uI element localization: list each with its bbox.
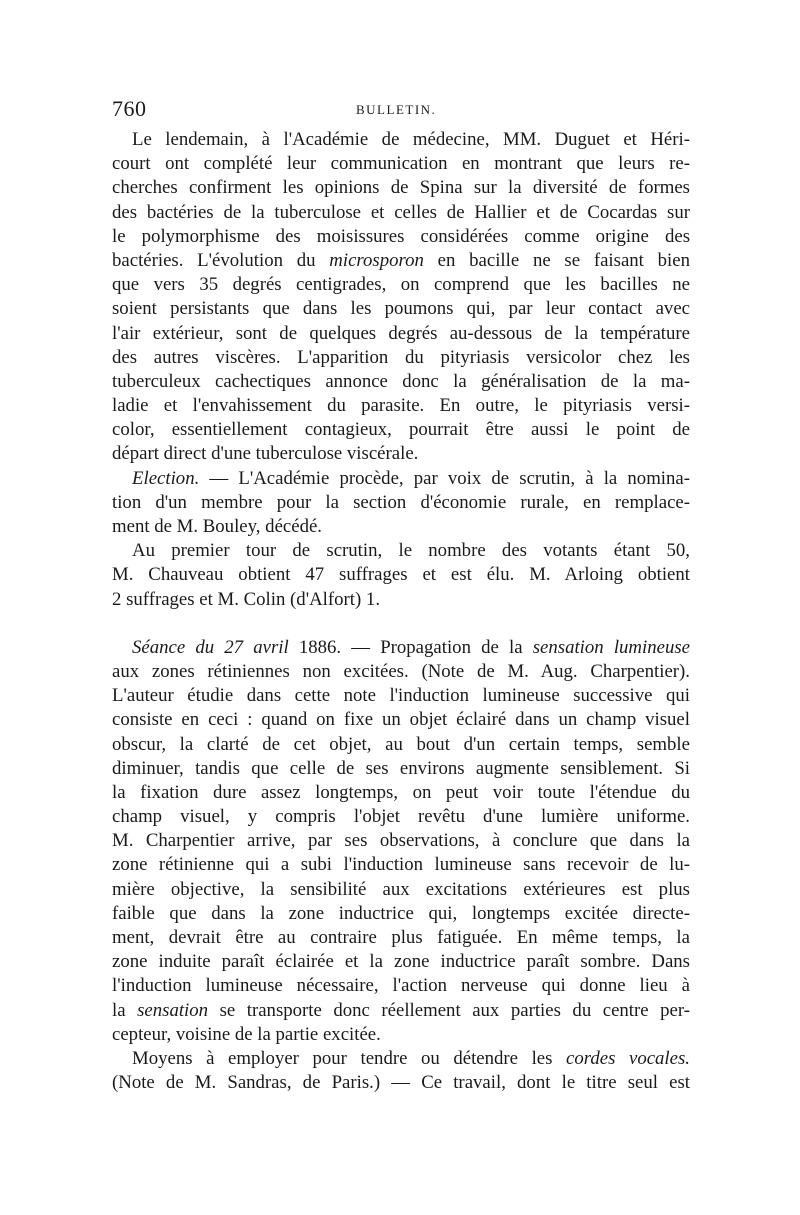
text-run: en bacille ne se faisant bien [423,249,690,271]
paragraph-vocal-cords [112,1047,690,1095]
text-line: que vers 35 degrés centigrades, on comprend que les bacilles ne [112,274,690,296]
page-header [112,96,690,126]
text-line: court ont complété leur communication en montrant que leurs re- [112,153,690,175]
text-line [112,467,690,491]
italic-term: microsporon [329,249,424,271]
text-run: se transporte donc réellement aux parties du centre per- [208,999,690,1021]
text-run: 1886. — Propagation de la [288,636,533,658]
page-number: 760 [112,96,147,121]
text-line: Le lendemain, à l'Académie de médecine, MM. Duguet et Héri- [132,129,690,150]
text-line: des autres viscères. L'apparition du pityriasis versicolor chez les [112,346,690,368]
text-run: — L'Académie procède, par voix de scrutin, à la nomina- [199,467,690,489]
text-line: cherches confirment les opinions de Spina sur la diversité de formes [112,177,690,199]
text-line: M. Charpentier arrive, par ses observations, à conclure que dans la [112,830,690,852]
text-run: Moyens à employer pour tendre ou détendre les [132,1047,567,1069]
paragraph-vote [112,539,690,612]
text-line: 2 suffrages et M. Colin (d'Alfort) 1. [112,588,381,610]
text-line: diminuer, tandis que celle de ses environs augmente sensiblement. Si [112,757,690,779]
text-line: ladie et l'envahissement du parasite. En outre, le pityriasis versi- [112,395,690,417]
text-line: ment de M. Bouley, décédé. [112,516,323,537]
text-line: tion d'un membre pour la section d'économie rurale, en remplace- [112,491,690,513]
text-line: départ direct d'une tuberculose viscérale. [112,443,419,465]
text-line [112,249,690,273]
paragraph-tuberculosis [112,128,690,467]
text-line: aux zones rétiniennes non excitées. (Note de M. Aug. Charpentier). [112,660,690,682]
text-line: des bactéries de la tuberculose et celles de Hallier et de Cocardas sur [112,201,690,223]
paragraph-election [112,467,690,540]
text-line: la fixation dure assez longtemps, on peut voir toute l'étendue du [112,781,690,803]
text-line: faible que dans la zone inductrice qui, longtemps excitée directe- [112,902,690,924]
text-line: color, essentiellement contagieux, pourrait être aussi le point de [112,419,690,441]
italic-term: sensation [137,999,209,1021]
text-line: ment, devrait être au contraire plus fatiguée. En même temps, la [112,927,690,948]
text-line: l'induction lumineuse nécessaire, l'action nerveuse qui donne lieu à [112,975,690,997]
text-run: bactéries. L'évolution du [112,249,330,271]
text-line [112,999,690,1023]
text-line: mière objective, la sensibilité aux excitations extérieures est plus [112,878,690,900]
text-line: champ visuel, y compris l'objet revêtu d'une lumière uniforme. [112,806,690,828]
text-line: zone rétinienne qui a subi l'induction lumineuse sans recevoir de lu- [112,854,690,876]
text-line: tuberculeux cachectiques annonce donc la généralisation de la ma- [112,370,690,392]
paragraph-seance [112,636,690,1047]
italic-heading: Séance du 27 avril [132,636,289,658]
text-line: obscur, la clarté de cet objet, au bout d'un certain temps, semble [112,733,690,755]
running-head: BULLETIN. [356,102,437,117]
text-line: cepteur, voisine de la partie excitée. [112,1023,381,1045]
text-line [112,636,690,660]
text-line: consiste en ceci : quand on fixe un objet éclairé dans un champ visuel [112,709,690,731]
text-line: L'auteur étudie dans cette note l'induction lumineuse successive qui [112,685,690,707]
italic-heading: Election. [132,467,200,489]
text-line: M. Chauveau obtient 47 suffrages et est élu. M. Arloing obtient [112,564,690,586]
italic-term: cordes vocales. [566,1047,690,1069]
section-gap [112,612,690,636]
body-text [112,128,690,1095]
text-line [112,1047,690,1071]
text-line: zone induite paraît éclairée et la zone inductrice paraît sombre. Dans [112,951,690,973]
text-line: (Note de M. Sandras, de Paris.) — Ce travail, dont le titre seul est [112,1072,690,1094]
text-line: l'air extérieur, sont de quelques degrés au-dessous de la température [112,322,690,344]
text-line: Au premier tour de scrutin, le nombre des votants étant 50, [132,540,690,562]
text-line: le polymorphisme des moisissures considérées comme origine des [112,225,690,247]
text-run: la [112,999,138,1021]
italic-term: sensation lumineuse [532,636,690,658]
text-line: soient persistants que dans les poumons qui, par leur contact avec [112,298,690,320]
